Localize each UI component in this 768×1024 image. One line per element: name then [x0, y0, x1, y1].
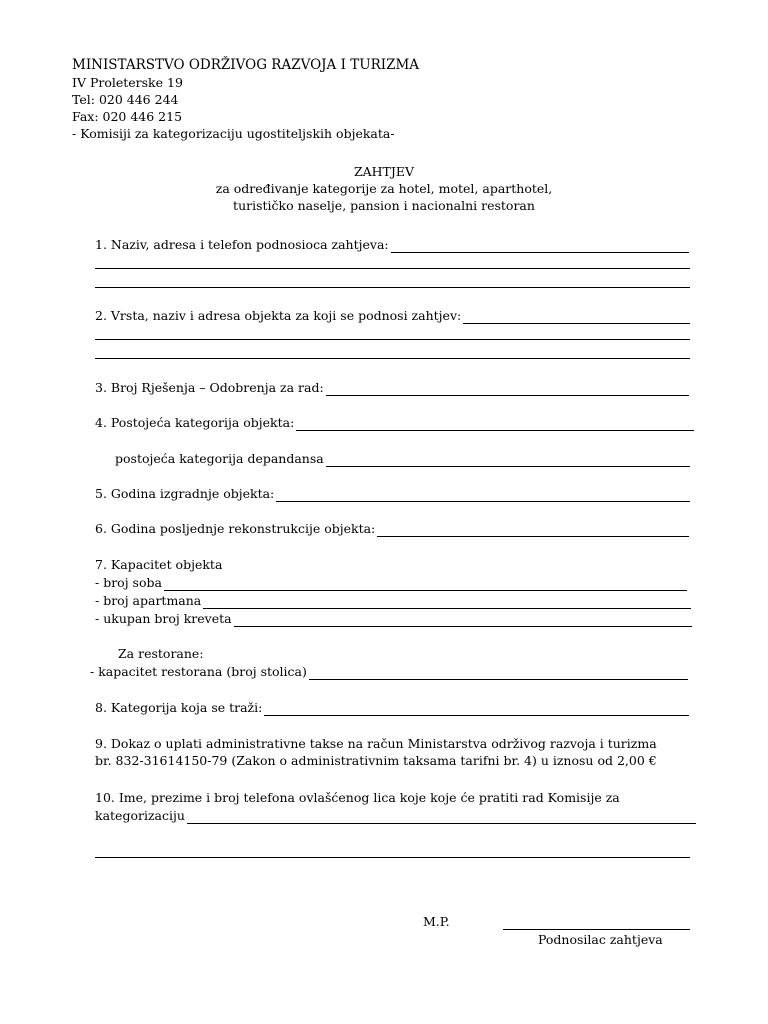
- field-7c-row: [95, 610, 692, 627]
- field-2-extra-line-2[interactable]: [95, 358, 690, 359]
- field-5-input-line[interactable]: [276, 489, 690, 502]
- field-5-row: [95, 485, 690, 502]
- field-7c-input-line[interactable]: [234, 614, 692, 627]
- field-4b-label: postojeća kategorija depandansa: [115, 451, 324, 466]
- restaurant-heading-row: [118, 645, 204, 662]
- field-3-input-line[interactable]: [326, 383, 689, 396]
- field-9-line-2: [95, 752, 657, 769]
- form-subtitle-1: za određivanje kategorije za hotel, motel, aparthotel,: [215, 181, 553, 196]
- field-6-label: 6. Godina posljednje rekonstrukcije objekta:: [95, 521, 376, 536]
- field-10-input-line[interactable]: [187, 811, 696, 824]
- signature-label: Podnosilac zahtjeva: [538, 932, 663, 947]
- field-9-text-2: br. 832-31614150-79 (Zakon o administrativnim taksama tarifni br. 4) u iznosu od 2,00 €: [95, 753, 657, 768]
- field-5-label: 5. Godina izgradnje objekta:: [95, 486, 275, 501]
- field-6-input-line[interactable]: [377, 524, 689, 537]
- ministry-header: [72, 57, 419, 142]
- field-1-label: 1. Naziv, adresa i telefon podnosioca zahtjeva:: [95, 237, 389, 252]
- restaurant-capacity-label: - kapacitet restorana (broj stolica): [90, 664, 307, 679]
- field-1-row: [95, 236, 689, 253]
- ministry-fax: Fax: 020 446 215: [72, 109, 183, 124]
- field-6-row: [95, 520, 689, 537]
- field-7b-label: - broj apartmana: [95, 593, 202, 608]
- restaurant-heading: Za restorane:: [118, 646, 204, 661]
- field-7a-input-line[interactable]: [164, 578, 687, 591]
- field-3-label: 3. Broj Rješenja – Odobrenja za rad:: [95, 380, 324, 395]
- field-7-label: 7. Kapacitet objekta: [95, 557, 223, 572]
- form-title: ZAHTJEV: [353, 164, 415, 179]
- field-4-input-line[interactable]: [296, 418, 694, 431]
- field-7a-label: - broj soba: [95, 575, 162, 590]
- field-2-input-line[interactable]: [463, 311, 690, 324]
- restaurant-capacity-row: [90, 663, 688, 680]
- field-9-line-1: [95, 735, 657, 752]
- field-3-row: [95, 379, 689, 396]
- field-7a-row: [95, 574, 687, 591]
- field-4b-input-line[interactable]: [326, 454, 690, 467]
- stamp-placeholder-mp: M.P.: [423, 914, 450, 929]
- field-1-extra-line-1[interactable]: [95, 268, 690, 269]
- field-2-row: [95, 307, 690, 324]
- field-4-row: [95, 414, 694, 431]
- field-9-text-1: 9. Dokaz o uplati administrativne takse na račun Ministarstva održivog razvoja i turizma: [95, 736, 657, 751]
- field-4b-row: [115, 450, 690, 467]
- recipient-line: - Komisiji za kategorizaciju ugostiteljskih objekata-: [72, 126, 395, 141]
- field-8-row: [95, 699, 689, 716]
- field-8-input-line[interactable]: [264, 703, 689, 716]
- field-1-input-line[interactable]: [391, 240, 689, 253]
- field-10-extra-line[interactable]: [95, 857, 690, 858]
- field-8-label: 8. Kategorija koja se traži:: [95, 700, 263, 715]
- field-1-extra-line-2[interactable]: [95, 287, 690, 288]
- ministry-tel: Tel: 020 446 244: [72, 92, 179, 107]
- field-7b-input-line[interactable]: [203, 596, 691, 609]
- field-10-row: [95, 807, 696, 824]
- field-7c-label: - ukupan broj kreveta: [95, 611, 232, 626]
- field-10-text-2: kategorizaciju: [95, 808, 185, 823]
- field-2-extra-line-1[interactable]: [95, 339, 690, 340]
- ministry-address: IV Proleterske 19: [72, 75, 183, 90]
- field-7b-row: [95, 592, 691, 609]
- signature-line[interactable]: [503, 929, 690, 930]
- restaurant-capacity-input-line[interactable]: [309, 667, 688, 680]
- form-subtitle-2: turističko naselje, pansion i nacionalni restoran: [233, 198, 535, 213]
- field-10-line-1: [95, 789, 620, 806]
- field-4-label: 4. Postojeća kategorija objekta:: [95, 415, 295, 430]
- field-10-text-1: 10. Ime, prezime i broj telefona ovlašćenog lica koje koje će pratiti rad Komisije za: [95, 790, 620, 805]
- form-title-block: [0, 163, 768, 214]
- field-7-row: [95, 556, 222, 573]
- field-2-label: 2. Vrsta, naziv i adresa objekta za koji se podnosi zahtjev:: [95, 308, 462, 323]
- ministry-name: MINISTARSTVO ODRŽIVOG RAZVOJA I TURIZMA: [72, 57, 420, 73]
